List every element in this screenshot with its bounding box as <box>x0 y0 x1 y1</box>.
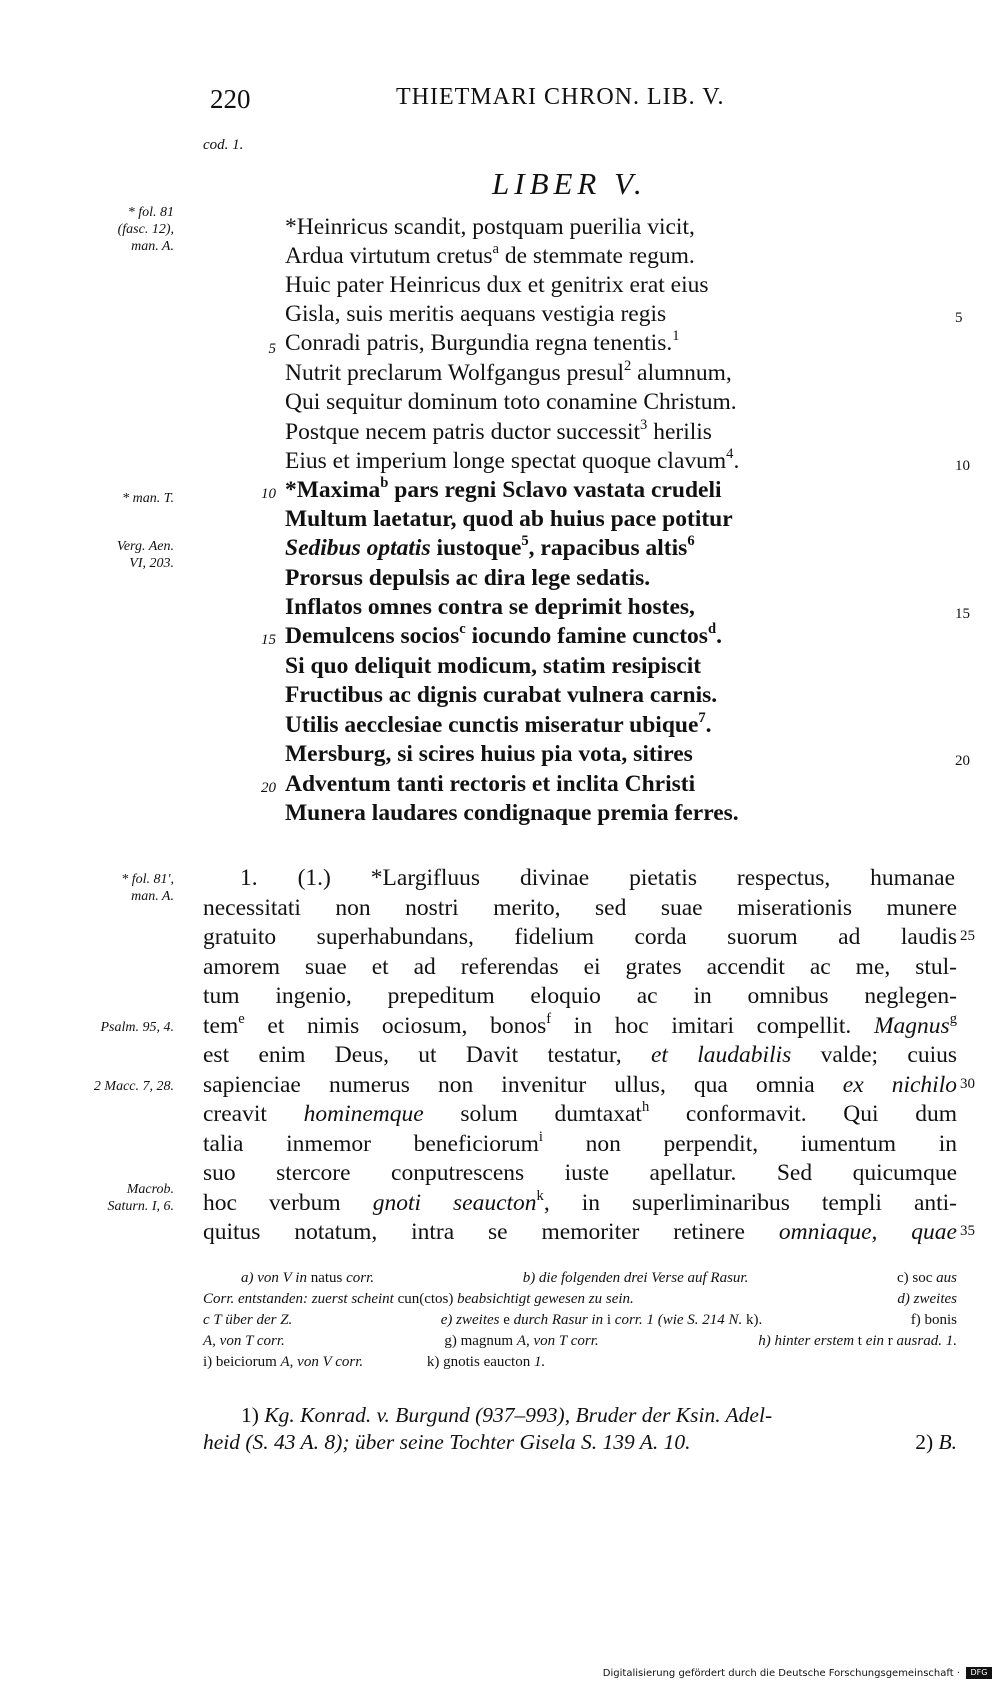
verse-line: Nutrit preclarum Wolfgangus presul$^2$ alumnum, <box>285 357 732 386</box>
margin-line-number: 25 <box>960 928 975 944</box>
verse-line: Fructibus ac dignis curabat vulnera carnis. <box>285 682 718 708</box>
margin-line-number: 35 <box>960 1223 975 1239</box>
verse-line: Si quo deliquit modicum, statim resipiscit <box>285 653 702 679</box>
prose-line: gratuito superhabundans, fidelium corda suorum ad laudis <box>203 924 957 950</box>
verse-line: Gisla, suis meritis aequans vestigia regis <box>285 301 667 327</box>
apparatus-line: A, von T corr. g) magnum A, von T corr. h) hinter erstem t ein r ausrad. 1. <box>203 1333 957 1349</box>
verse-line: *Heinricus scandit, postquam puerilia vicit, <box>285 214 695 240</box>
codex-label: cod. 1. <box>203 137 244 153</box>
page-number: 220 <box>210 84 251 114</box>
book-title: LIBER V. <box>492 166 647 201</box>
margin-note-macrobius: Macrob. Saturn. I, 6. <box>107 1182 174 1214</box>
apparatus-line: Corr. entstanden: zuerst scheint cun(ctos) beabsichtigt gewesen zu sein. d) zweites <box>203 1291 957 1307</box>
margin-note-maccabees: 2 Macc. 7, 28. <box>93 1079 174 1094</box>
margin-note-psalm: Psalm. 95, 4. <box>100 1020 174 1035</box>
margin-line-number: 30 <box>960 1076 975 1092</box>
verse-line: Postque necem patris ductor successit$^3$ herilis <box>285 416 712 445</box>
margin-note-fol81: * fol. 81 (fasc. 12), man. A. <box>117 205 174 254</box>
apparatus-line: a) von V in natus corr. b) die folgenden drei Verse auf Rasur. c) soc aus <box>241 1270 957 1286</box>
verse-line: Sedibus optatis iustoque$^5$, rapacibus altis$^6$ <box>285 532 695 561</box>
prose-line: creavit hominemque solum dumtaxat$^h$ conformavit. Qui dum <box>203 1098 957 1127</box>
prose-line: necessitati non nostri merito, sed suae miserationis munere <box>203 895 957 921</box>
verse-line: Qui sequitur dominum toto conamine Christum. <box>285 389 737 415</box>
footnote-line: 1) Kg. Konrad. v. Burgund (937–993), Bruder der Ksin. Adel- <box>241 1403 773 1427</box>
historical-notes <box>203 1402 957 1456</box>
verse-line: Mersburg, si scires huius pia vota, sitires <box>285 741 693 767</box>
verse-line: Utilis aecclesiae cunctis miseratur ubique$^7$. <box>285 709 712 738</box>
prose-line: 1. (1.) *Largifluus divinae pietatis respectus, humanae <box>240 865 955 891</box>
verse-line-number: 20 <box>261 780 276 796</box>
verse-line: Ardua virtutum cretus$^a$ de stemmate regum. <box>285 240 695 269</box>
verse-line: Adventum tanti rectoris et inclita Christi <box>285 771 696 797</box>
verse-line: *Maxima$^b$ pars regni Sclavo vastata crudeli <box>285 474 722 503</box>
footnote-line: heid (S. 43 A. 8); über seine Tochter Gisela S. 139 A. 10. 2) B. <box>203 1430 957 1454</box>
running-head: THIETMARI CHRON. LIB. V. <box>396 84 725 110</box>
verse-line: Huic pater Heinricus dux et genitrix erat eius <box>285 272 709 298</box>
verse-line-number: 10 <box>261 486 276 502</box>
margin-line-number: 20 <box>955 753 970 769</box>
verse-line: Munera laudares condignaque premia ferres. <box>285 800 739 826</box>
prose-line: suo stercore conputrescens iuste apellatur. Sed quicumque <box>203 1160 957 1186</box>
verse-line-number: 15 <box>261 632 276 648</box>
margin-line-number: 15 <box>955 606 970 622</box>
apparatus-line: c T über der Z. e) zweites e durch Rasur in i corr. 1 (wie S. 214 N. k). f) bonis <box>203 1312 957 1328</box>
margin-line-number: 5 <box>955 310 963 326</box>
margin-note-vergil: Verg. Aen. VI, 203. <box>116 539 174 571</box>
verse-line: Demulcens socios$^c$ iocundo famine cunctos$^d$. <box>285 620 722 649</box>
critical-apparatus <box>203 1268 957 1373</box>
verse-line-number: 5 <box>268 341 276 357</box>
digitization-credit: Digitalisierung gefördert durch die Deutsche Forschungsgemeinschaft · <box>602 1668 960 1679</box>
verse-line: Prorsus depulsis ac dira lege sedatis. <box>285 565 651 591</box>
margin-line-number: 10 <box>955 458 970 474</box>
prose-line: est enim Deus, ut Davit testatur, et laudabilis valde; cuius <box>203 1042 957 1068</box>
dfg-logo: DFG <box>966 1667 992 1679</box>
apparatus-line: i) beiciorum A, von V corr. k) gnotis eaucton 1. <box>203 1354 546 1370</box>
prose-line: tem$^e$ et nimis ociosum, bonos$^f$ in hoc imitari compellit. Magnus$^g$ <box>203 1010 957 1039</box>
verse-line: Conradi patris, Burgundia regna tenentis.$^1$ <box>285 327 680 356</box>
verse-line: Inflatos omnes contra se deprimit hostes, <box>285 594 695 620</box>
margin-note-fol81v: * fol. 81', man. A. <box>121 872 174 904</box>
prose-line: tum ingenio, prepeditum eloquio ac in omnibus neglegen- <box>203 983 957 1009</box>
prose-line: amorem suae et ad referendas ei grates accendit ac me, stul- <box>203 954 957 980</box>
verse-line: Eius et imperium longe spectat quoque clavum$^4$. <box>285 445 740 474</box>
prose-line: talia inmemor beneficiorum$^i$ non perpendit, iumentum in <box>203 1128 957 1157</box>
prose-line: hoc verbum gnoti seaucton$^k$, in superliminaribus templi anti- <box>203 1187 958 1216</box>
margin-note-man-t: * man. T. <box>122 491 174 506</box>
verse-line: Multum laetatur, quod ab huius pace potitur <box>285 506 733 532</box>
prose-line: sapienciae numerus non invenitur ullus, qua omnia ex nichilo <box>203 1072 957 1098</box>
prose-line: quitus notatum, intra se memoriter retinere omniaque, quae <box>203 1219 957 1245</box>
